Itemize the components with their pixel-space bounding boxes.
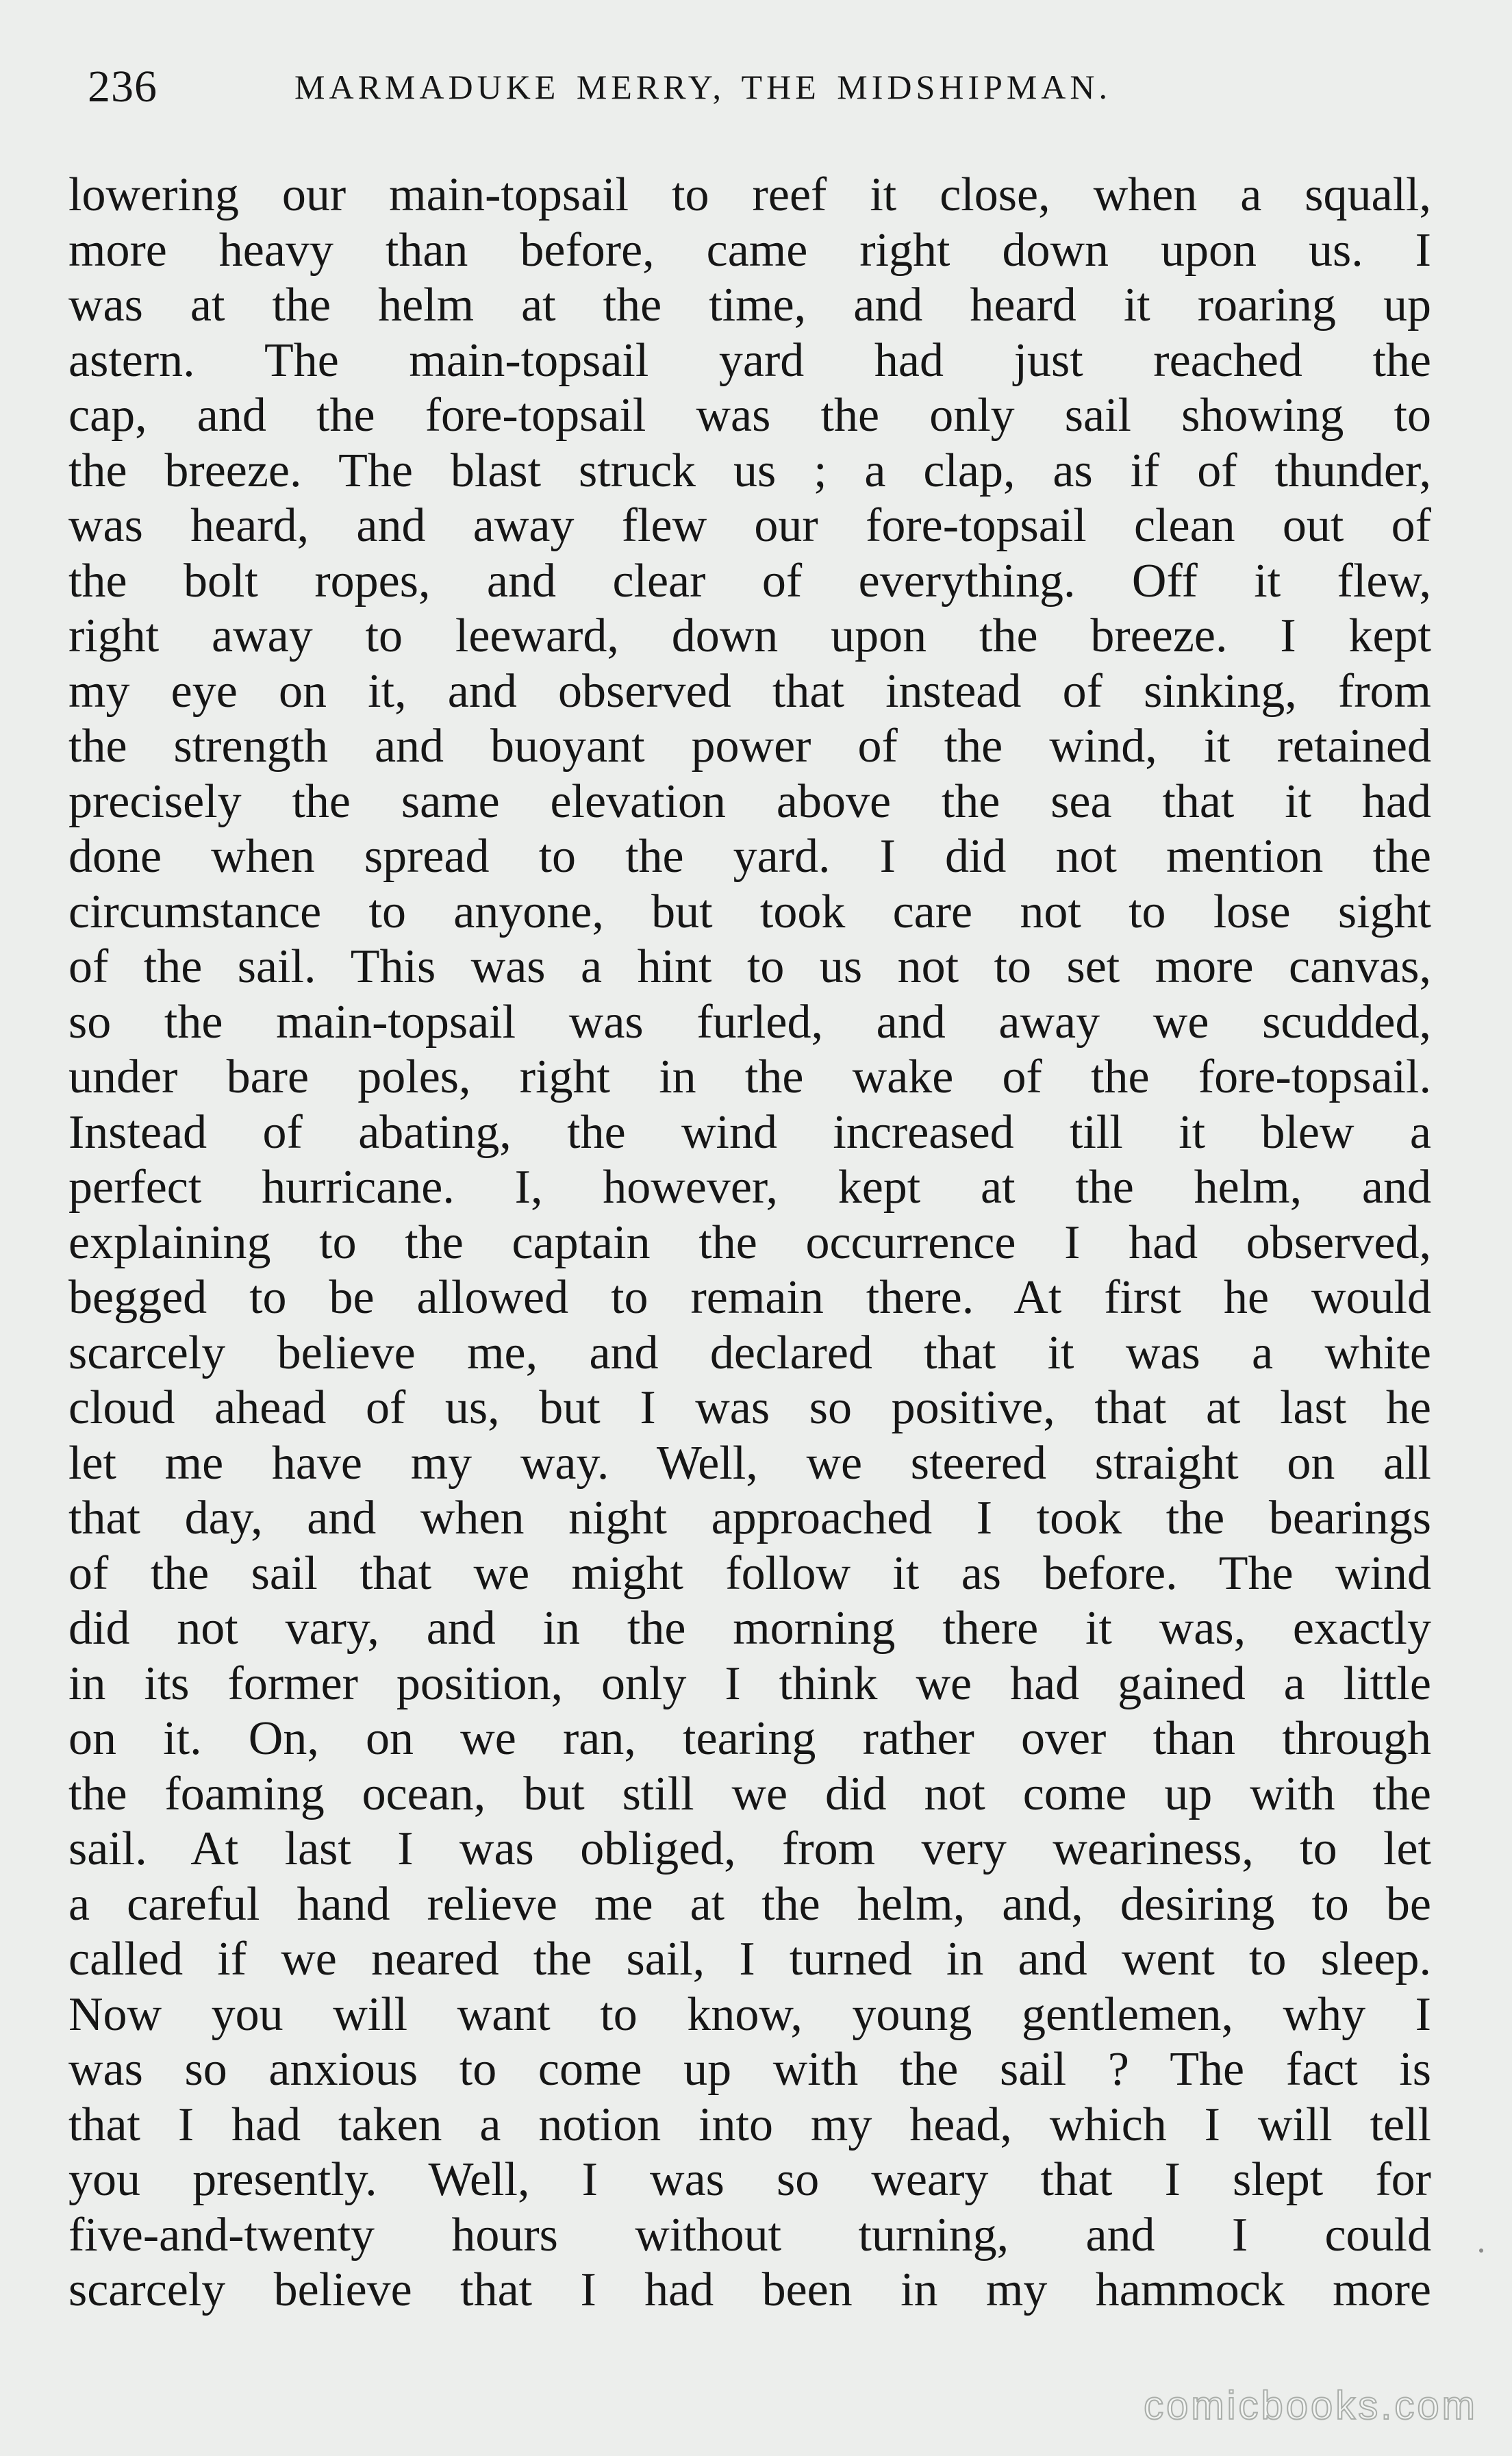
text-line: in its former position, only I think we had gained a little [68, 1657, 1431, 1710]
text-line: of the sail. This was a hint to us not to set more canvas, [68, 940, 1431, 993]
text-line: was at the helm at the time, and heard it roaring up [68, 279, 1431, 331]
text-line: Instead of abating, the wind increased till it blew a [68, 1105, 1431, 1159]
text-line: you presently. Well, I was so weary that I slept for [68, 2153, 1431, 2206]
text-line: let me have my way. Well, we steered straight on all [68, 1436, 1431, 1490]
text-line: was heard, and away flew our fore-topsail clean out of [68, 499, 1431, 552]
text-line: lowering our main-topsail to reef it close, when a squall, [68, 168, 1431, 221]
body-text [68, 168, 1431, 2318]
text-line: astern. The main-topsail yard had just reached the [68, 334, 1431, 387]
text-line: precisely the same elevation above the sea that it had [68, 775, 1431, 828]
text-line: cap, and the fore-topsail was the only sail showing to [68, 389, 1431, 442]
text-line: that day, and when night approached I took the bearings [68, 1492, 1431, 1544]
text-line: done when spread to the yard. I did not mention the [68, 830, 1431, 883]
text-line: called if we neared the sail, I turned in and went to sleep. [68, 1933, 1431, 1985]
text-line: that I had taken a notion into my head, which I will tell [68, 2098, 1431, 2151]
text-line: a careful hand relieve me at the helm, and, desiring to be [68, 1877, 1431, 1931]
text-line: of the sail that we might follow it as before. The wind [68, 1546, 1431, 1600]
text-line: on it. On, on we ran, tearing rather over than through [68, 1712, 1431, 1765]
text-line: more heavy than before, came right down upon us. I [68, 223, 1431, 277]
running-title: MARMADUKE MERRY, THE MIDSHIPMAN. [294, 68, 1112, 106]
text-line: circumstance to anyone, but took care not to lose sight [68, 885, 1431, 938]
page-number: 236 [88, 62, 158, 112]
text-line: was so anxious to come up with the sail ? The fact is [68, 2043, 1431, 2096]
text-line: perfect hurricane. I, however, kept at the helm, and [68, 1161, 1431, 1214]
text-line: the strength and buoyant power of the wind, it retained [68, 720, 1431, 773]
text-line: the breeze. The blast struck us ; a clap, as if of thunder, [68, 444, 1431, 497]
margin-dot [1479, 2248, 1483, 2253]
text-line: sail. At last I was obliged, from very weariness, to let [68, 1822, 1431, 1875]
text-line: my eye on it, and observed that instead of sinking, from [68, 664, 1431, 718]
text-line: cloud ahead of us, but I was so positive, that at last he [68, 1381, 1431, 1434]
watermark-logo: comicbooks.com [1144, 2383, 1478, 2428]
text-line: under bare poles, right in the wake of the fore-topsail. [68, 1051, 1431, 1103]
text-line: right away to leeward, down upon the breeze. I kept [68, 610, 1431, 662]
text-line: explaining to the captain the occurrence I had observed, [68, 1216, 1431, 1269]
running-header [82, 56, 1438, 118]
text-line: the foaming ocean, but still we did not come up with the [68, 1767, 1431, 1820]
text-line: scarcely believe me, and declared that it was a white [68, 1326, 1431, 1379]
text-line: begged to be allowed to remain there. At first he would [68, 1271, 1431, 1324]
text-line: Now you will want to know, young gentlemen, why I [68, 1988, 1431, 2041]
text-line: the bolt ropes, and clear of everything. Off it flew, [68, 554, 1431, 607]
text-line: scarcely believe that I had been in my hammock more [68, 2264, 1431, 2316]
text-line: five-and-twenty hours without turning, and I could [68, 2208, 1431, 2261]
text-line: so the main-topsail was furled, and away we scudded, [68, 995, 1431, 1049]
text-line: did not vary, and in the morning there it was, exactly [68, 1602, 1431, 1655]
